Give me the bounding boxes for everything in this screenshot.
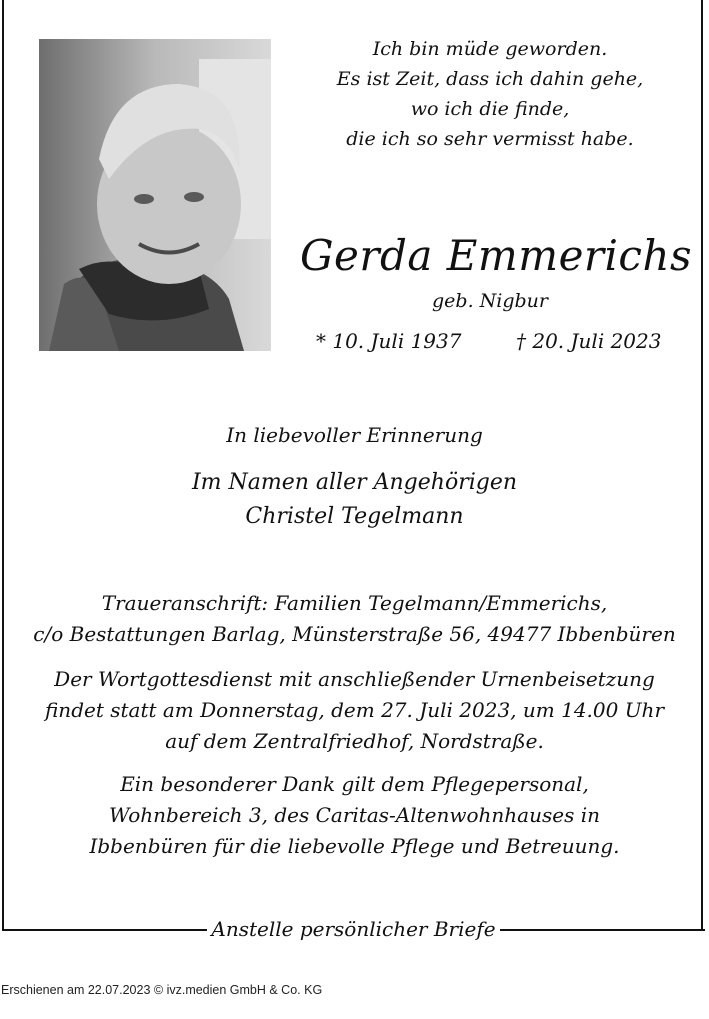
poem-line: wo ich die finde, bbox=[410, 98, 570, 120]
service-line: auf dem Zentralfriedhof, Nordstraße. bbox=[165, 729, 544, 753]
thanks-line: Ibbenbüren für die liebevolle Pflege und Betreuung. bbox=[89, 834, 620, 858]
maiden-name: geb. Nigbur bbox=[432, 290, 548, 312]
poem bbox=[300, 34, 680, 154]
signatory-line: Im Namen aller Angehörigen bbox=[191, 470, 518, 495]
death-date: † 20. Juli 2023 bbox=[516, 329, 662, 353]
footer-note: Anstelle persönlicher Briefe bbox=[211, 917, 496, 941]
frame-bottom-rule-left bbox=[2, 929, 207, 931]
address-line: Traueranschrift: Familien Tegelmann/Emmerichs, bbox=[101, 591, 608, 615]
thanks-line: Ein besonderer Dank gilt dem Pflegepersonal, bbox=[120, 772, 589, 796]
frame-bottom-rule-right bbox=[500, 929, 705, 931]
poem-line: die ich so sehr vermisst habe. bbox=[346, 128, 634, 150]
thanks-line: Wohnbereich 3, des Caritas-Altenwohnhauses in bbox=[109, 803, 600, 827]
service-info bbox=[0, 664, 709, 757]
publisher-line: Erschienen am 22.07.2023 © ivz.medien GmbH & Co. KG bbox=[1, 983, 323, 997]
service-line: Der Wortgottesdienst mit anschließender Urnenbeisetzung bbox=[54, 667, 655, 691]
service-line: findet statt am Donnerstag, dem 27. Juli 2023, um 14.00 Uhr bbox=[44, 698, 665, 722]
mourning-address bbox=[0, 588, 709, 650]
address-line: c/o Bestattungen Barlag, Münsterstraße 56, 49477 Ibbenbüren bbox=[33, 622, 676, 646]
poem-line: Es ist Zeit, dass ich dahin gehe, bbox=[336, 68, 644, 90]
thanks-note bbox=[0, 769, 709, 862]
signatories bbox=[0, 466, 709, 534]
portrait-photo bbox=[39, 39, 271, 351]
memory-line: In liebevoller Erinnerung bbox=[226, 423, 483, 447]
birth-date: * 10. Juli 1937 bbox=[316, 329, 462, 353]
deceased-name: Gerda Emmerichs bbox=[300, 231, 693, 280]
poem-line: Ich bin müde geworden. bbox=[372, 38, 608, 60]
signatory-name: Christel Tegelmann bbox=[245, 504, 464, 529]
